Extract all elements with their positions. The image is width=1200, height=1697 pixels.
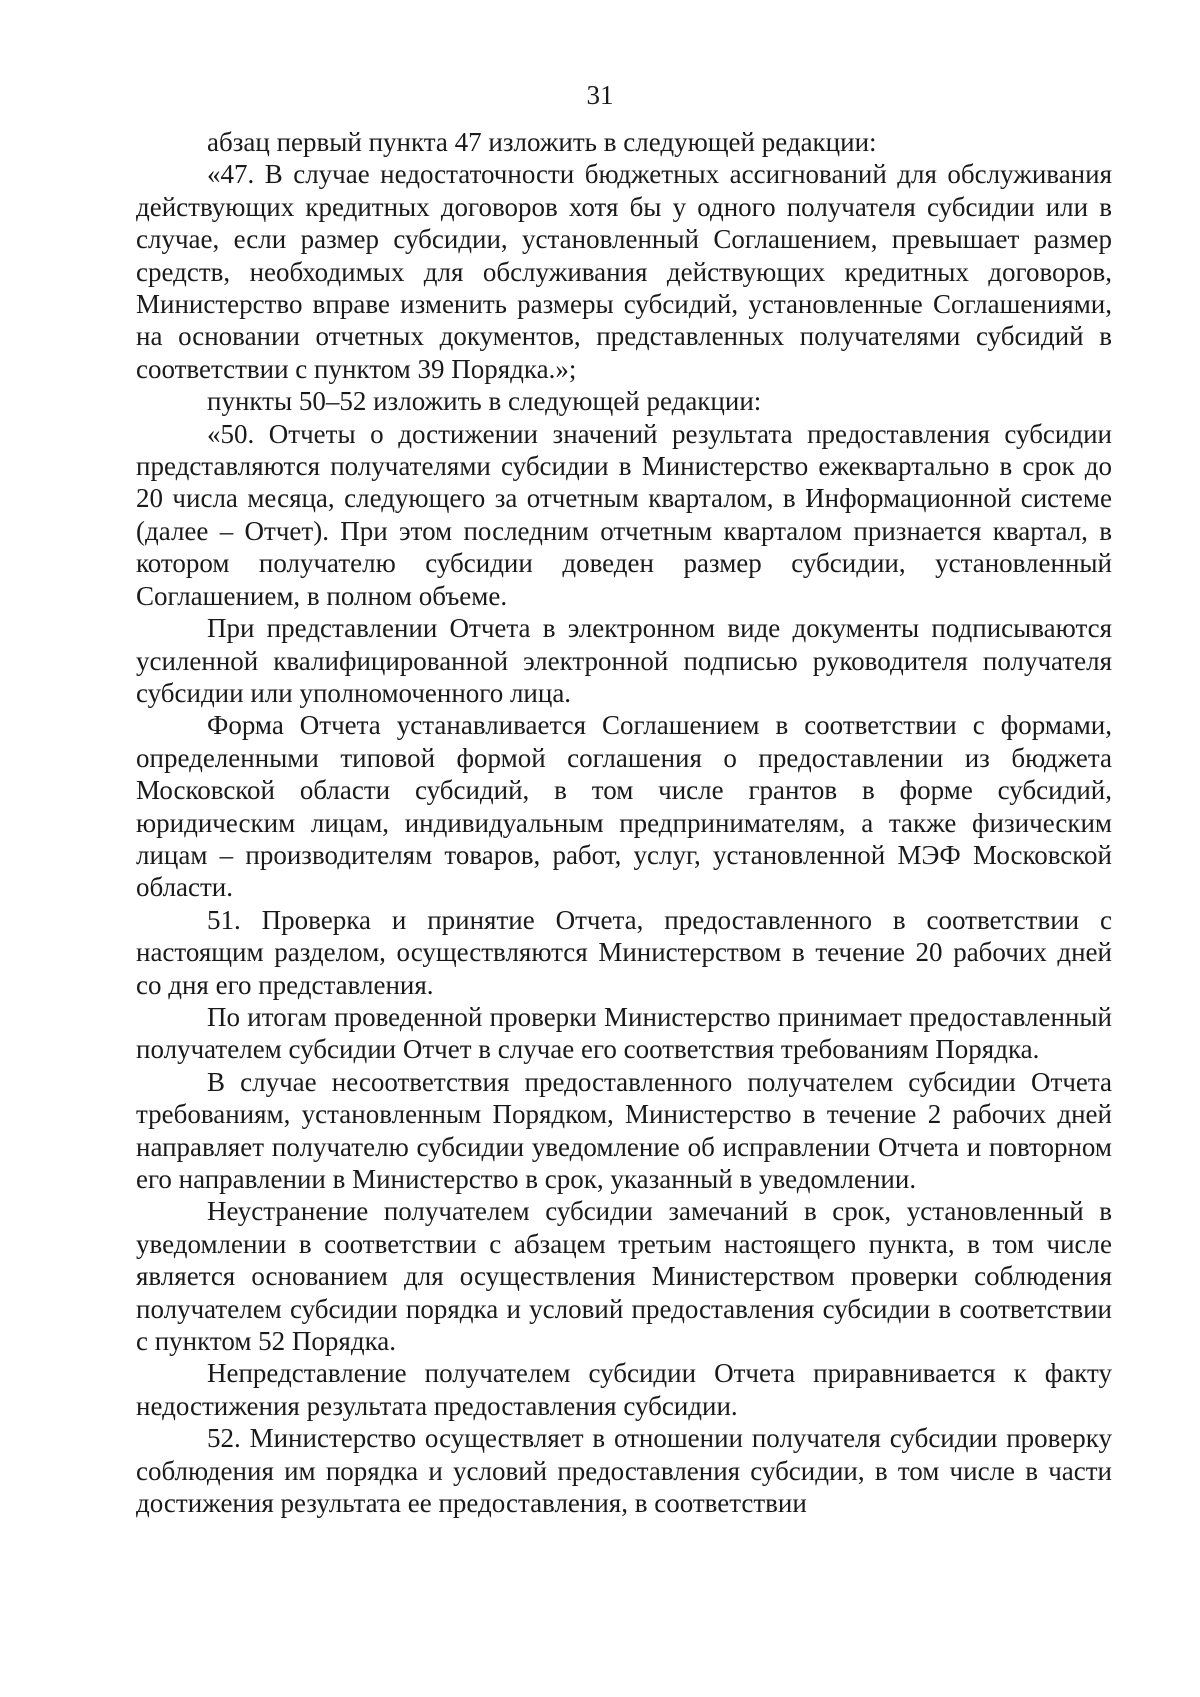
paragraph-4: «50. Отчеты о достижении значений результата предоставления субсидии представляются получателями субсидии в Министерство ежеквартально в срок до 20 числа месяца, следующего за отчетным кварталом, в Информационной системе (далее – Отчет). При этом последним отчетным кварталом признается квартал, в котором получателю субсидии доведен размер субсидии, установленный Соглашением, в полном объеме.: [136, 418, 1112, 611]
paragraph-10: Неустранение получателем субсидии замечаний в срок, установленный в уведомлении в соответствии с абзацем третьим настоящего пункта, в том числе является основанием для осуществления Министерством проверки соблюдения получателем субсидии порядка и условий предоставления субсидии в соответствии с пунктом 52 Порядка.: [136, 1196, 1112, 1357]
paragraph-5: При представлении Отчета в электронном виде документы подписываются усиленной квалифицированной электронной подписью руководителя получателя субсидии или уполномоченного лица.: [136, 613, 1112, 708]
paragraph-6: Форма Отчета устанавливается Соглашением в соответствии с формами, определенными типовой формой соглашения о предоставлении из бюджета Московской области субсидий, в том числе грантов в форме субсидий, юридическим лицам, индивидуальным предпринимателям, а также физическим лицам – производителям товаров, работ, услуг, установленной МЭФ Московской области.: [136, 710, 1112, 903]
paragraph-7: 51. Проверка и принятие Отчета, предоставленного в соответствии с настоящим разделом, осуществляются Министерством в течение 20 рабочих дней со дня его представления.: [136, 904, 1112, 1000]
paragraph-2: «47. В случае недостаточности бюджетных ассигнований для обслуживания действующих кредитных договоров хотя бы у одного получателя субсидии или в случае, если размер субсидии, установленный Соглашением, превышает размер средств, необходимых для обслуживания действующих кредитных договоров, Министерство вправе изменить размеры субсидий, установленные Соглашениями, на основании отчетных документов, представленных получателями субсидий в соответствии с пунктом 39 Порядка.»;: [136, 159, 1112, 384]
paragraph-11: Непредставление получателем субсидии Отчета приравнивается к факту недостижения результата предоставления субсидии.: [136, 1358, 1112, 1421]
paragraph-8: По итогам проведенной проверки Министерство принимает предоставленный получателем субсидии Отчет в случае его соответствия требованиям Порядка.: [136, 1001, 1112, 1065]
page-number: 31: [586, 80, 614, 110]
paragraph-1: абзац первый пункта 47 изложить в следующей редакции:: [207, 127, 877, 157]
paragraph-3: пункты 50–52 изложить в следующей редакции:: [207, 386, 762, 417]
paragraph-9: В случае несоответствия предоставленного получателем субсидии Отчета требованиям, установленным Порядком, Министерство в течение 2 рабочих дней направляет получателю субсидии уведомление об исправлении Отчета и повторном его направлении в Министерство в срок, указанный в уведомлении.: [136, 1066, 1112, 1194]
paragraph-12: 52. Министерство осуществляет в отношении получателя субсидии проверку соблюдения им порядка и условий предоставления субсидии, в том числе в части достижения результата ее предоставления, в соответствии: [136, 1423, 1112, 1519]
document-body: [136, 126, 1112, 1519]
